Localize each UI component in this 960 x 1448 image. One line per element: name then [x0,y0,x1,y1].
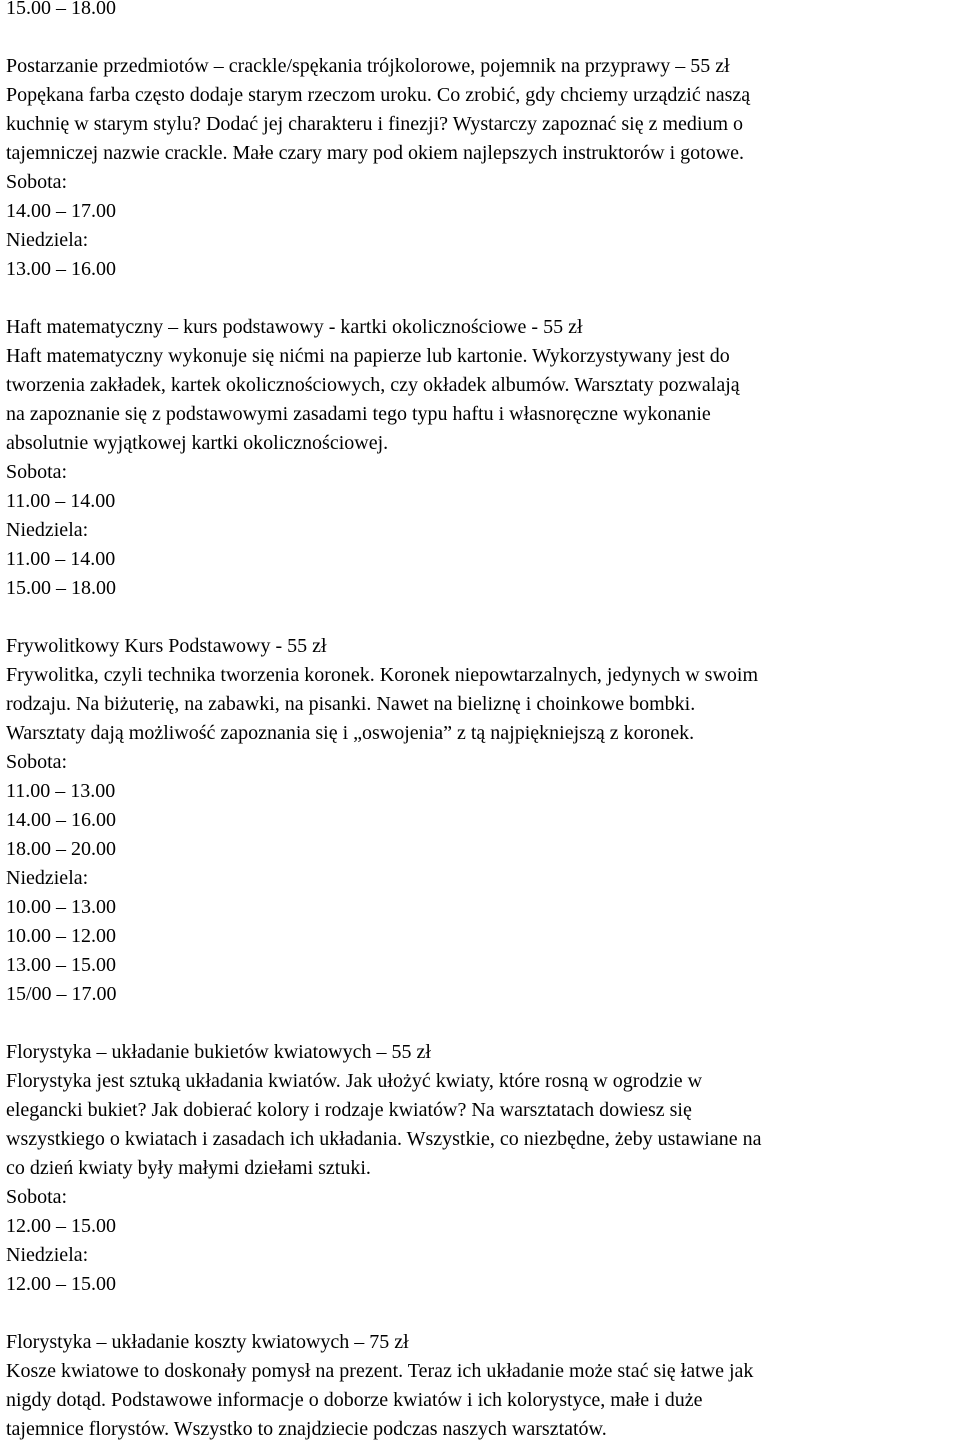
saturday-label: Sobota: [6,171,68,193]
description-line: elegancki bukiet? Jak dobierać kolory i rodzaje kwiatów? Na warsztatach dowiesz się [6,1099,692,1121]
workshop-section [6,632,956,1009]
time-slot: 15/00 – 17.00 [6,983,117,1005]
description-line: Kosze kwiatowe to doskonały pomysł na prezent. Teraz ich układanie może stać się łatwe jak [6,1360,754,1382]
workshop-section [6,313,956,603]
description-line: Warsztaty dają możliwość zapoznania się i „oswojenia” z tą najpiękniejszą z koronek. [6,722,695,744]
description-line: kuchnię w starym stylu? Dodać jej charakteru i finezji? Wystarczy zapoznać się z medium o [6,113,744,135]
time-slot: 12.00 – 15.00 [6,1273,116,1295]
description-line: nigdy dotąd. Podstawowe informacje o doborze kwiatów i ich kolorystyce, małe i duże [6,1389,703,1411]
description-line: Popękana farba często dodaje starym rzeczom uroku. Co zrobić, gdy chciemy urządzić naszą [6,84,751,106]
description-line: co dzień kwiaty były małymi dziełami sztuki. [6,1157,371,1179]
spacer [6,23,956,52]
saturday-label: Sobota: [6,1186,68,1208]
workshop-section [6,1038,956,1299]
description-line: tajemnice florystów. Wszystko to znajdziecie podczas naszych warsztatów. [6,1418,607,1440]
description-line: Frywolitka, czyli technika tworzenia koronek. Koronek niepowtarzalnych, jedynych w swoim [6,664,759,686]
description-line: tajemniczej nazwie crackle. Małe czary mary pod okiem najlepszych instruktorów i gotowe. [6,142,745,164]
time-slot: 10.00 – 13.00 [6,896,116,918]
description-line: na zapoznanie się z podstawowymi zasadami tego typu haftu i własnoręczne wykonanie [6,403,711,425]
workshop-title: Postarzanie przedmiotów – crackle/spękania trójkolorowe, pojemnik na przyprawy – 55 zł [6,55,730,77]
workshop-title: Florystyka – układanie koszty kwiatowych – 75 zł [6,1331,409,1353]
document-page [6,0,956,1444]
workshop-title: Haft matematyczny – kurs podstawowy - kartki okolicznościowe - 55 zł [6,316,583,338]
time-slot: 11.00 – 13.00 [6,780,116,802]
spacer [6,1009,956,1038]
time-slot: 15.00 – 18.00 [6,577,116,599]
time-slot: 18.00 – 20.00 [6,838,116,860]
sunday-label: Niedziela: [6,519,89,541]
time-slot: 15.00 – 18.00 [6,0,116,19]
sunday-label: Niedziela: [6,867,89,889]
description-line: wszystkiego o kwiatach i zasadach ich układania. Wszystkie, co niezbędne, żeby ustawiane na [6,1128,762,1150]
time-slot: 11.00 – 14.00 [6,490,116,512]
time-slot: 13.00 – 15.00 [6,954,116,976]
workshop-section [6,1328,956,1444]
spacer [6,1299,956,1328]
description-line: Haft matematyczny wykonuje się nićmi na papierze lub kartonie. Wykorzystywany jest do [6,345,730,367]
workshop-section [6,52,956,284]
saturday-label: Sobota: [6,461,68,483]
time-slot: 14.00 – 17.00 [6,200,116,222]
workshop-title: Frywolitkowy Kurs Podstawowy - 55 zł [6,635,327,657]
sunday-label: Niedziela: [6,229,89,251]
time-slot: 10.00 – 12.00 [6,925,116,947]
description-line: tworzenia zakładek, kartek okolicznościowych, czy okładek albumów. Warsztaty pozwalają [6,374,740,396]
workshop-title: Florystyka – układanie bukietów kwiatowych – 55 zł [6,1041,431,1063]
time-slot: 13.00 – 16.00 [6,258,116,280]
spacer [6,603,956,632]
time-slot: 14.00 – 16.00 [6,809,116,831]
time-slot: 11.00 – 14.00 [6,548,116,570]
description-line: rodzaju. Na biżuterię, na zabawki, na pisanki. Nawet na bieliznę i choinkowe bombki. [6,693,696,715]
sunday-label: Niedziela: [6,1244,89,1266]
spacer [6,284,956,313]
description-line: Florystyka jest sztuką układania kwiatów. Jak ułożyć kwiaty, które rosną w ogrodzie w [6,1070,703,1092]
time-slot: 12.00 – 15.00 [6,1215,116,1237]
description-line: absolutnie wyjątkowej kartki okolicznościowej. [6,432,389,454]
saturday-label: Sobota: [6,751,68,773]
